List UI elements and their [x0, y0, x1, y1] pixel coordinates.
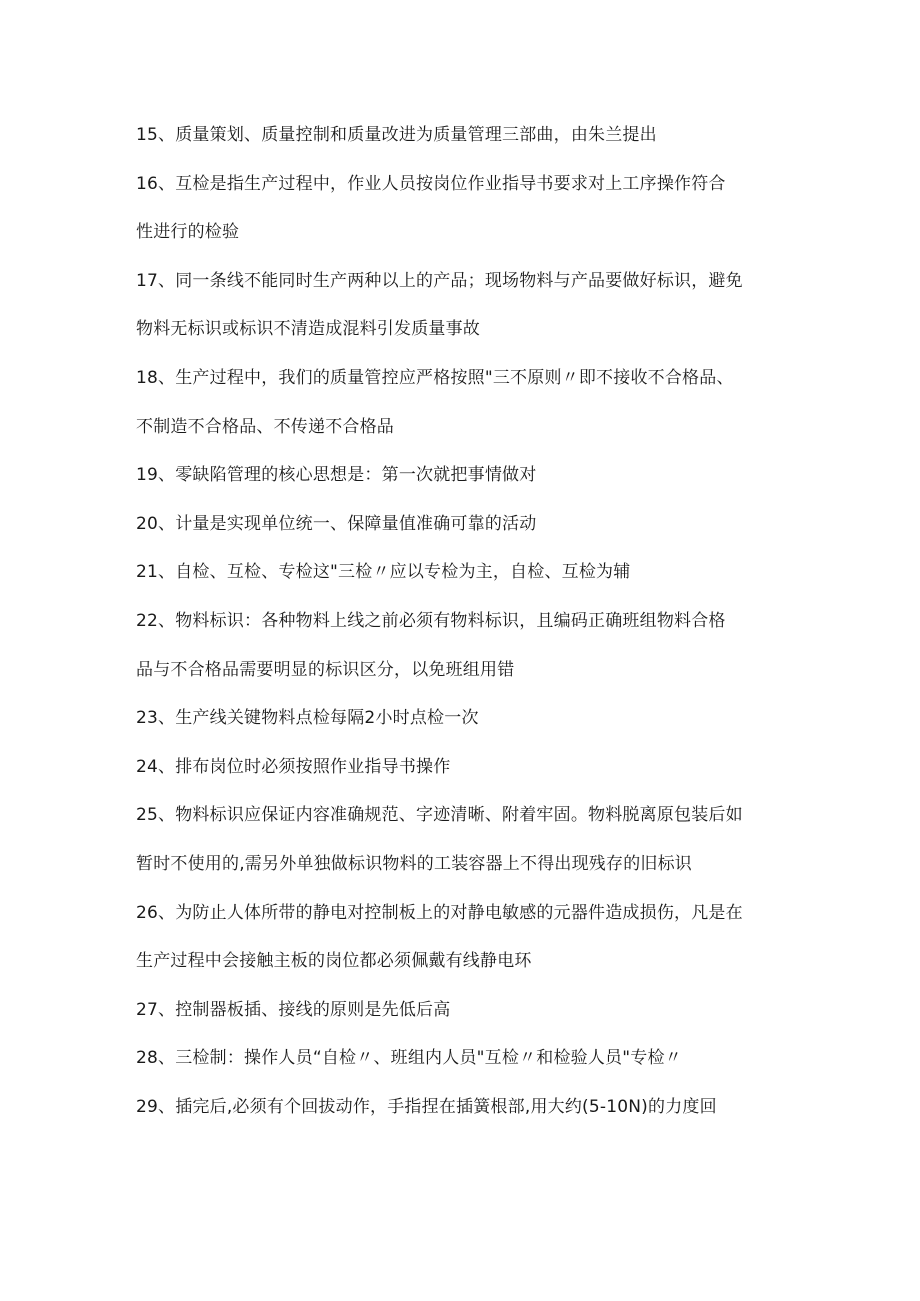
text-line-17-cont: 物料无标识或标识不清造成混料引发质量事故 — [136, 319, 480, 339]
text-line-20: 20、计量是实现单位统一、保障量值准确可靠的活动 — [136, 514, 537, 534]
text-line-26: 26、为防止人体所带的静电对控制板上的对静电敏感的元器件造成损伤，凡是在 — [136, 903, 743, 923]
text-line-19: 19、零缺陷管理的核心思想是：第一次就把事情做对 — [136, 465, 537, 485]
text-line-25: 25、物料标识应保证内容准确规范、字迹清晰、附着牢固。物料脱离原包装后如 — [136, 805, 743, 825]
text-line-15: 15、质量策划、质量控制和质量改进为质量管理三部曲，由朱兰提出 — [136, 125, 657, 145]
text-line-24: 24、排布岗位时必须按照作业指导书操作 — [136, 757, 451, 777]
text-line-22: 22、物料标识：各种物料上线之前必须有物料标识，且编码正确班组物料合格 — [136, 611, 726, 631]
text-line-18: 18、生产过程中，我们的质量管控应严格按照"三不原则〃即不接收不合格品、 — [136, 368, 734, 388]
text-line-23: 23、生产线关键物料点检每隔2小时点检一次 — [136, 708, 479, 728]
text-line-27: 27、控制器板插、接线的原则是先低后高 — [136, 1000, 451, 1020]
text-line-25-cont: 暂时不使用的,需另外单独做标识物料的工装容器上不得出现残存的旧标识 — [136, 854, 693, 874]
text-line-22-cont: 品与不合格品需要明显的标识区分，以免班组用错 — [136, 660, 515, 680]
text-line-28: 28、三检制：操作人员“自检〃、班组内人员"互检〃和检验人员"专检〃 — [136, 1048, 682, 1068]
text-line-17: 17、同一条线不能同时生产两种以上的产品；现场物料与产品要做好标识，避免 — [136, 271, 743, 291]
text-line-29: 29、插完后,必须有个回拔动作，手指捏在插簧根部,用大约(5-10N)的力度回 — [136, 1097, 717, 1117]
text-line-18-cont: 不制造不合格品、不传递不合格品 — [136, 417, 394, 437]
text-line-16: 16、互检是指生产过程中，作业人员按岗位作业指导书要求对上工序操作符合 — [136, 174, 726, 194]
text-line-16-cont: 性进行的检验 — [136, 222, 240, 242]
text-line-26-cont: 生产过程中会接触主板的岗位都必须佩戴有线静电环 — [136, 951, 532, 971]
text-line-21: 21、自检、互检、专检这"三检〃应以专检为主，自检、互检为辅 — [136, 562, 631, 582]
